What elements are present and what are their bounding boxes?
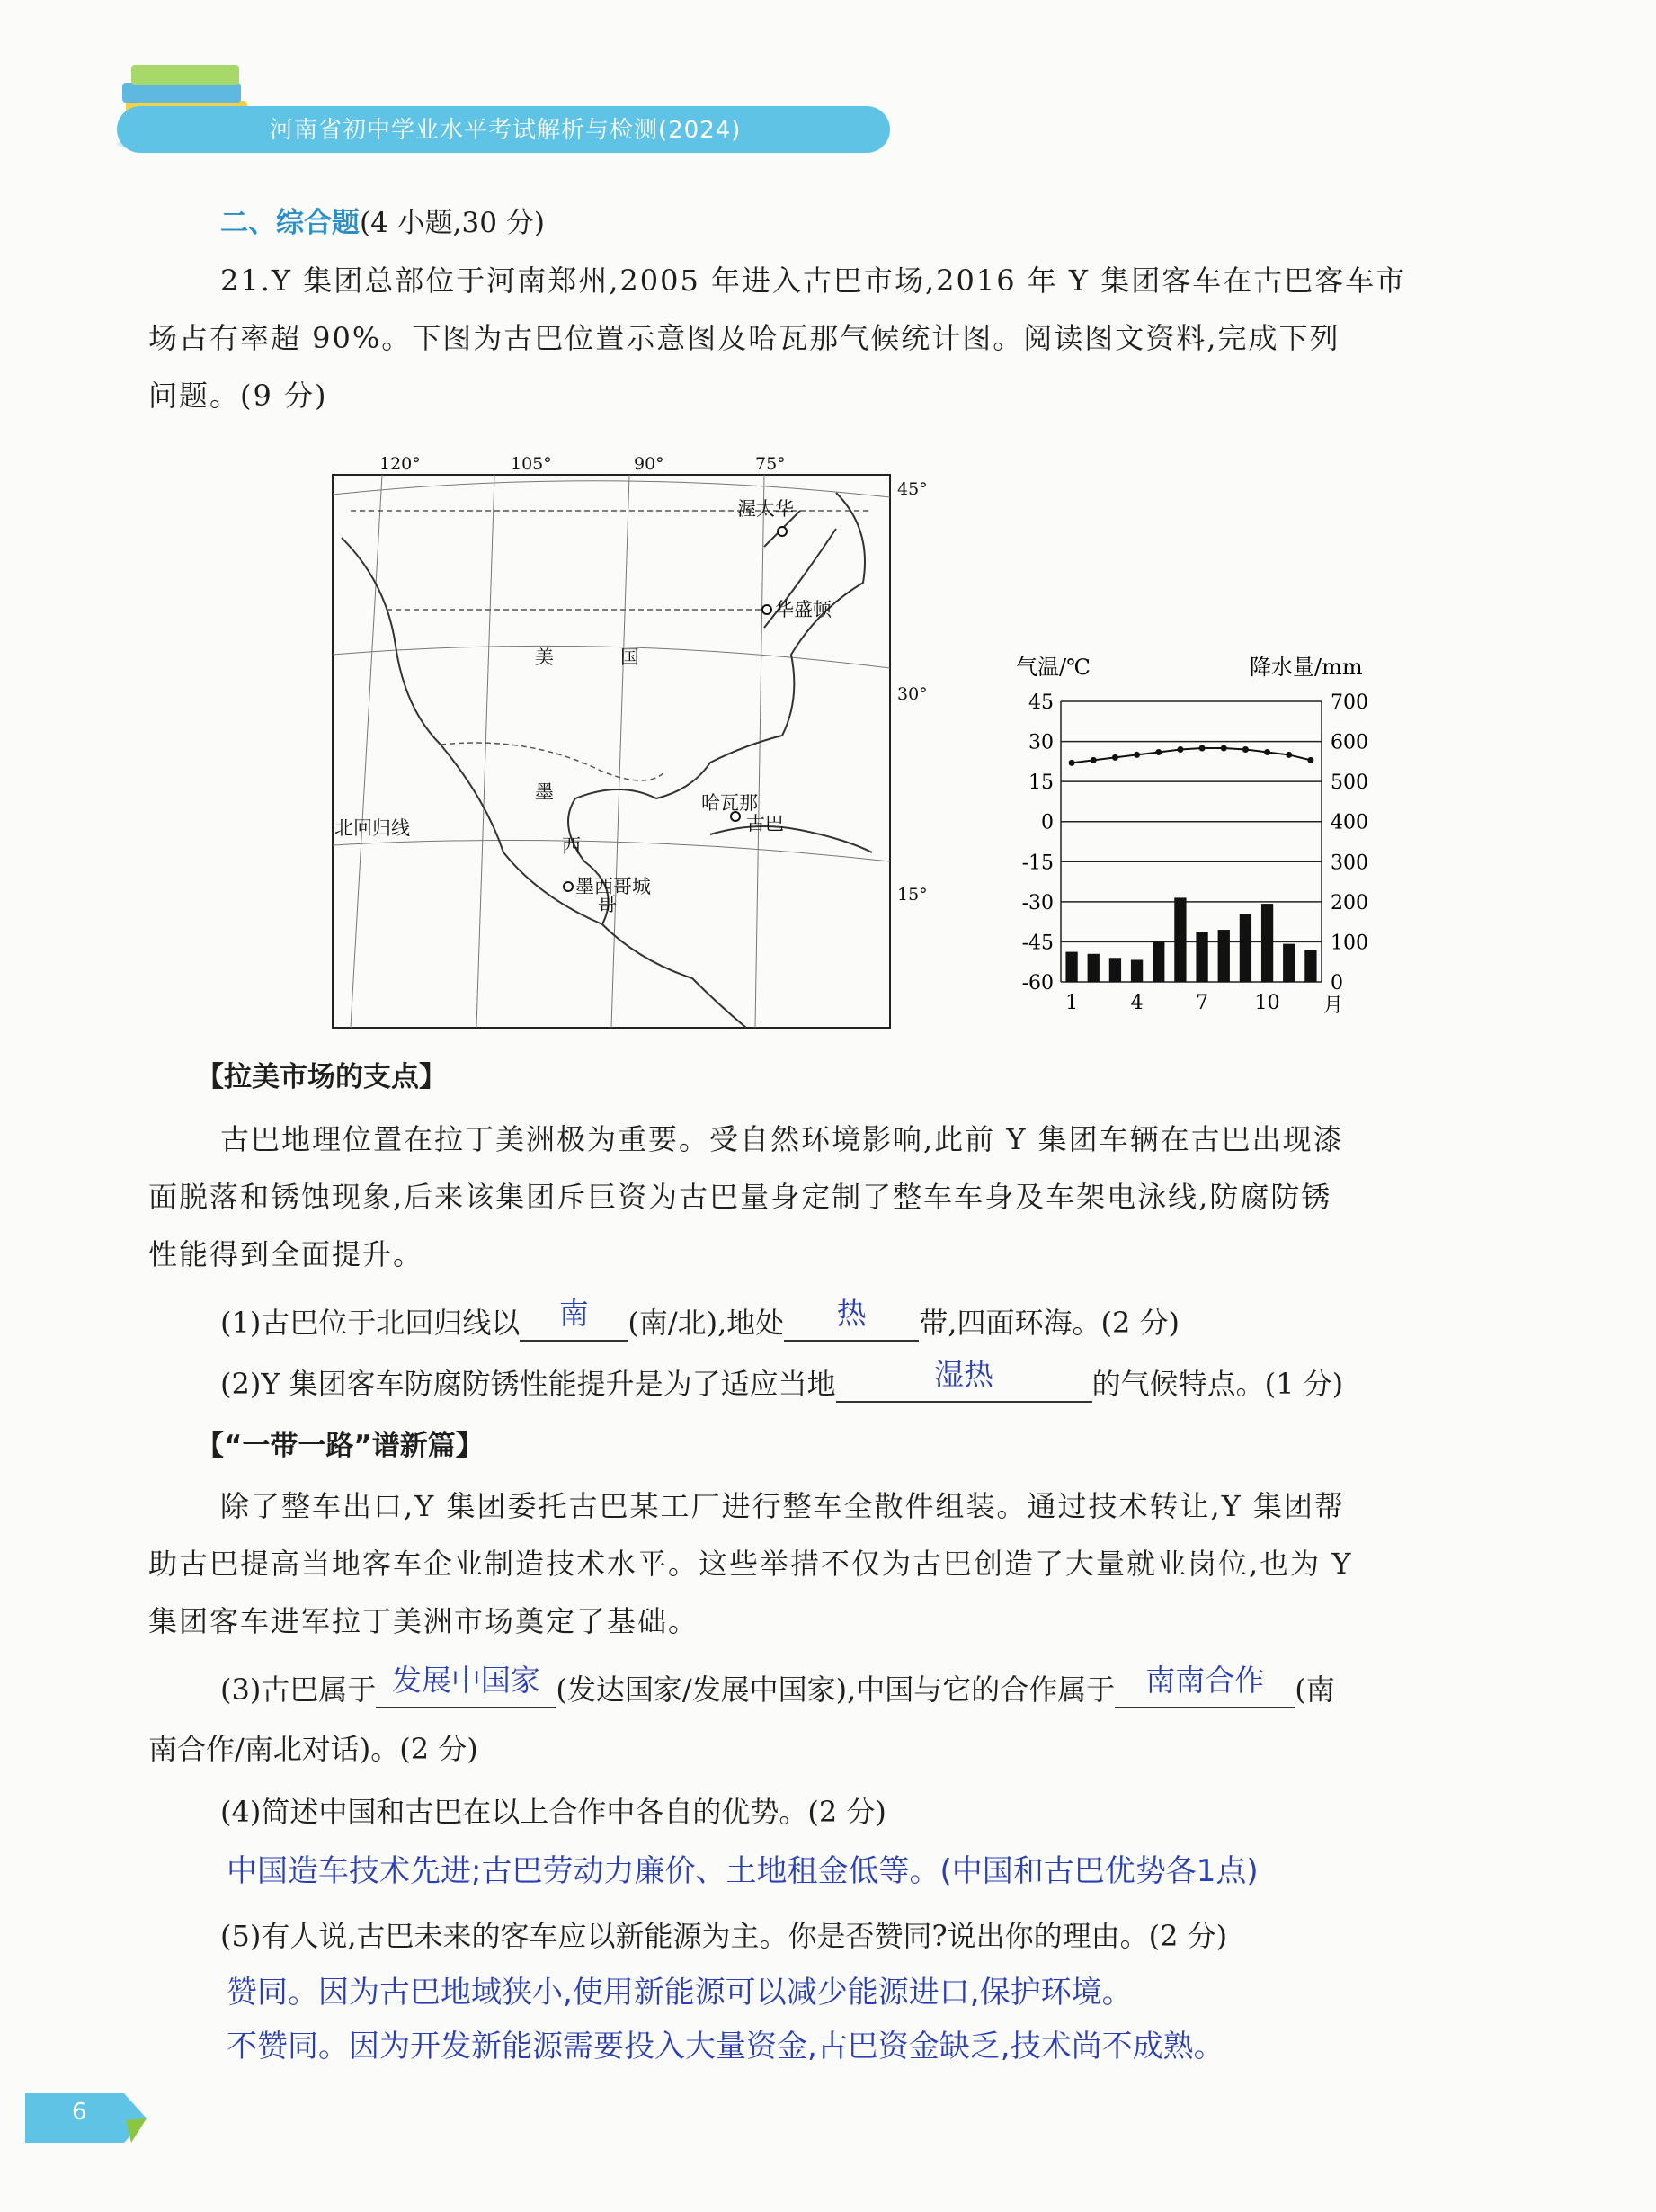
map-label-tropic: 北回归线 [334, 817, 410, 839]
temperature-point [1177, 746, 1183, 753]
precipitation-bar [1196, 932, 1207, 982]
answer-blank[interactable] [1115, 1663, 1295, 1708]
chart-left-tick: -30 [1021, 891, 1054, 914]
climate-chart [989, 647, 1402, 1025]
lon-label: 120° [379, 454, 421, 474]
header-title: 河南省初中学业水平考试解析与检测(2024) [270, 117, 742, 144]
box-line: 性能得到全面提升。 [148, 1237, 424, 1271]
map-label-mexico: 西 [562, 835, 581, 857]
map-label-cuba: 古巴 [746, 813, 784, 834]
box-text [148, 1477, 1560, 1650]
box-title: 【“一带一路”谱新篇】 [196, 1430, 484, 1462]
temperature-point [1155, 749, 1162, 755]
precipitation-bar [1261, 904, 1273, 982]
chart-x-tick: 10 [1254, 992, 1280, 1014]
precipitation-bar [1131, 959, 1143, 982]
lon-label: 90° [634, 454, 664, 474]
precipitation-bar [1109, 958, 1121, 982]
chart-right-tick: 400 [1331, 811, 1368, 834]
answer-text: 湿热 [934, 1357, 994, 1392]
question-5: (5)有人说,古巴未来的客车应以新能源为主。你是否赞同?说出你的理由。(2 分) [220, 1919, 1228, 1953]
map-label-usa: 国 [620, 647, 639, 668]
box-line: 古巴地理位置在拉丁美洲极为重要。受自然环境影响,此前 Y 集团车辆在古巴出现漆 [220, 1122, 1344, 1156]
precipitation-bar [1240, 914, 1251, 982]
question-intro [148, 252, 1560, 424]
chart-right-label: 降水量/mm [1250, 655, 1363, 680]
map-label-mexico: 哥 [598, 894, 617, 915]
answer-text: 热 [836, 1296, 867, 1331]
answer-text: 南南合作 [1145, 1663, 1265, 1698]
precipitation-bar [1153, 941, 1164, 982]
map-label-mexico: 墨 [535, 781, 554, 803]
precipitation-bar [1088, 954, 1100, 982]
section-title: 二、综合题 [220, 207, 360, 239]
precipitation-bar [1304, 950, 1316, 982]
temperature-point [1221, 745, 1227, 752]
map-label-ottawa: 渥太华 [737, 498, 794, 520]
question-3: (3)古巴属于 发展中国家 (发达国家/发展中国家),中国与它的合作属于 南南合作 (南 [220, 1667, 1335, 1708]
answer-5-agree: 赞同。因为古巴地域狭小,使用新能源可以减少能源进口,保护环境。 [227, 1975, 1133, 2011]
lon-label: 75° [755, 454, 786, 474]
chart-left-tick: -45 [1021, 932, 1054, 955]
temperature-point [1091, 757, 1097, 763]
chart-right-tick: 100 [1331, 932, 1368, 955]
question-1: (1)古巴位于北回归线以 南 (南/北),地处 热 带,四面环海。(2 分) [220, 1300, 1180, 1342]
map-label-usa: 美 [535, 647, 554, 668]
chart-right-tick: 0 [1331, 972, 1343, 995]
answer-blank[interactable] [836, 1357, 1092, 1403]
page-number: 6 [72, 2099, 87, 2126]
chart-right-tick: 600 [1331, 731, 1368, 754]
section-heading [220, 200, 545, 240]
map-label-mexico-city: 墨西哥城 [575, 876, 651, 897]
chart-x-tick: 7 [1196, 992, 1209, 1014]
question-3-cont: 南合作/南北对话)。(2 分) [148, 1732, 478, 1766]
section-note: (4 小题,30 分) [360, 207, 545, 239]
answer-5-disagree: 不赞同。因为开发新能源需要投入大量资金,古巴资金缺乏,技术尚不成熟。 [227, 2029, 1224, 2065]
temperature-point [1286, 752, 1292, 758]
temperature-point [1134, 752, 1140, 758]
lat-label: 45° [897, 479, 928, 499]
chart-x-label: 月 [1323, 995, 1344, 1017]
question-2: (2)Y 集团客车防腐防锈性能提升是为了适应当地 湿热 的气候特点。(1 分) [220, 1361, 1343, 1403]
box-text [148, 1110, 1560, 1283]
temperature-point [1307, 757, 1313, 763]
temperature-point [1112, 754, 1118, 761]
answer-text: 南 [558, 1296, 589, 1331]
chart-x-tick: 1 [1065, 992, 1079, 1014]
chart-right-tick: 200 [1331, 891, 1368, 914]
chart-left-tick: 0 [1041, 811, 1054, 834]
temperature-point [1242, 746, 1249, 753]
intro-line: 21.Y 集团总部位于河南郑州,2005 年进入古巴市场,2016 年 Y 集团客车在古巴客车市 [220, 263, 1407, 298]
temperature-line [1072, 748, 1311, 763]
box-line: 集团客车进军拉丁美洲市场奠定了基础。 [148, 1604, 699, 1638]
intro-line: 场占有率超 90%。下图为古巴位置示意图及哈瓦那气候统计图。阅读图文资料,完成下列 [148, 321, 1340, 355]
chart-left-tick: 30 [1028, 731, 1054, 754]
lat-label: 30° [897, 684, 928, 704]
chart-left-tick: -60 [1021, 972, 1054, 995]
chart-left-label: 气温/℃ [1016, 655, 1091, 680]
precipitation-bar [1218, 930, 1230, 982]
chart-left-tick: -15 [1021, 852, 1054, 875]
precipitation-bar [1283, 944, 1295, 982]
map-label-havana: 哈瓦那 [701, 792, 758, 814]
chart-right-tick: 300 [1331, 852, 1368, 875]
chart-right-tick: 500 [1331, 772, 1368, 795]
temperature-point [1069, 760, 1075, 766]
chart-left-tick: 15 [1028, 772, 1054, 795]
map-label-washington: 华盛顿 [775, 599, 832, 620]
chart-right-tick: 700 [1331, 691, 1368, 714]
answer-blank[interactable] [376, 1663, 556, 1708]
lon-label: 105° [511, 454, 552, 474]
box-title: 【拉美市场的支点】 [196, 1061, 447, 1093]
precipitation-bar [1065, 952, 1077, 982]
answer-4: 中国造车技术先进;古巴劳动力廉价、土地租金低等。(中国和古巴优势各1点) [227, 1853, 1259, 1889]
temperature-point [1199, 745, 1206, 752]
answer-blank[interactable] [520, 1296, 628, 1342]
cuba-location-map [333, 454, 928, 1028]
intro-line: 问题。(9 分) [148, 379, 328, 413]
answer-text: 发展中国家 [391, 1663, 540, 1698]
temperature-point [1264, 749, 1270, 755]
answer-blank[interactable] [784, 1296, 919, 1342]
box-line: 除了整车出口,Y 集团委托古巴某工厂进行整车全散件组装。通过技术转让,Y 集团帮 [220, 1489, 1345, 1523]
box-line: 助古巴提高当地客车企业制造技术水平。这些举措不仅为古巴创造了大量就业岗位,也为 Y [148, 1547, 1353, 1581]
chart-left-tick: 45 [1028, 691, 1054, 714]
question-4: (4)简述中国和古巴在以上合作中各自的优势。(2 分) [220, 1795, 886, 1829]
precipitation-bar [1174, 897, 1186, 982]
chart-x-tick: 4 [1130, 992, 1144, 1014]
lat-label: 15° [897, 885, 928, 905]
box-line: 面脱落和锈蚀现象,后来该集团斥巨资为古巴量身定制了整车车身及车架电泳线,防腐防锈 [148, 1180, 1332, 1214]
